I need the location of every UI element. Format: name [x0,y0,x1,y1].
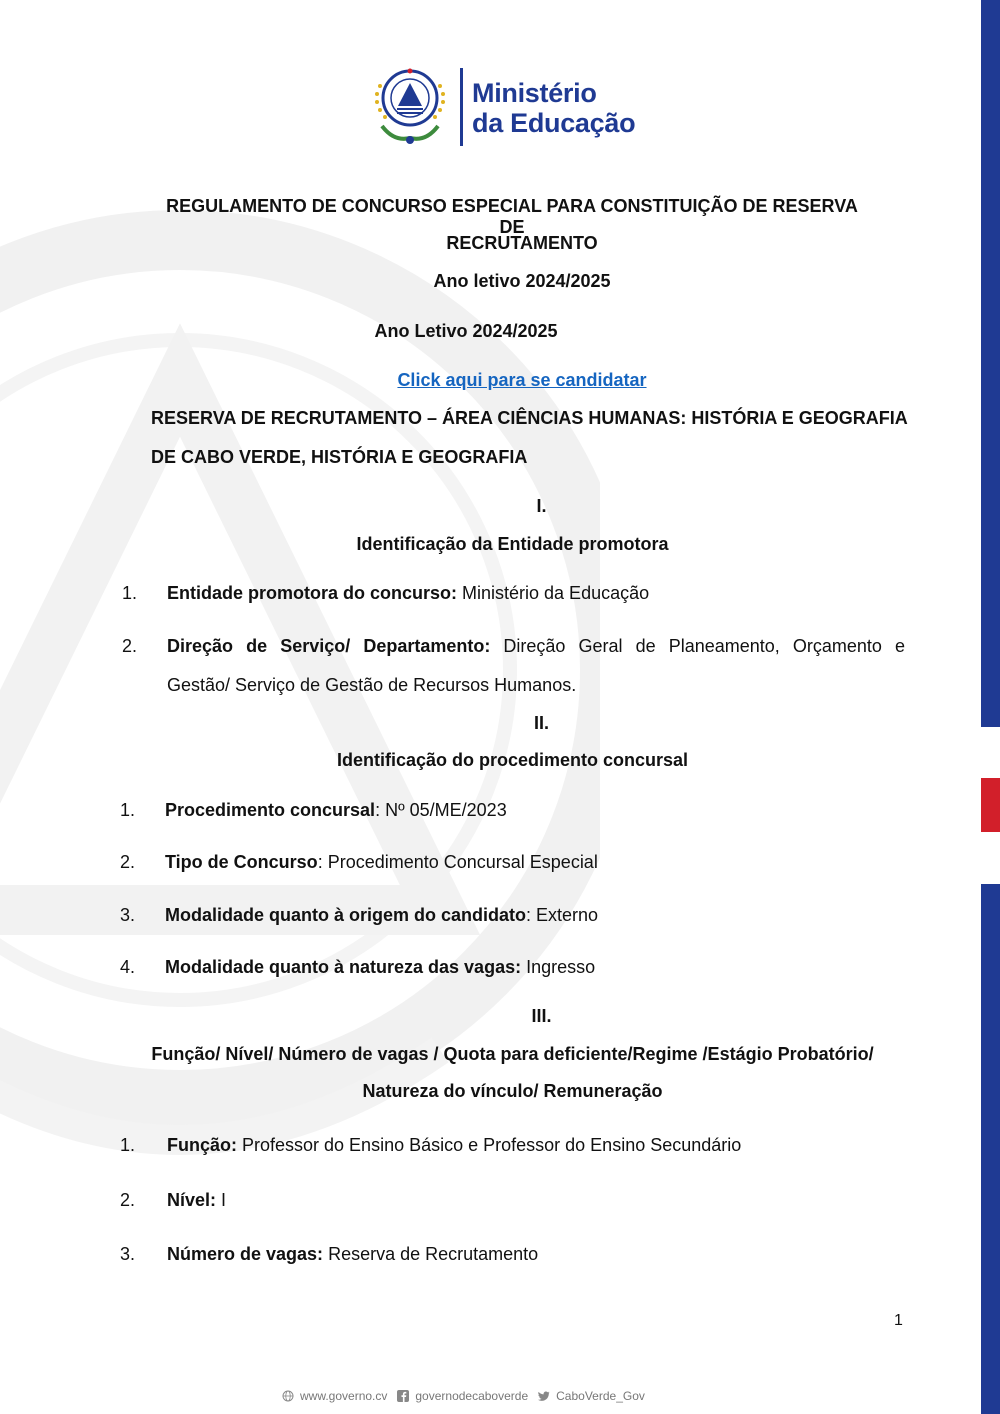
section-1-title: Identificação da Entidade promotora [356,534,669,554]
brand-name-line2: da Educação [472,108,636,138]
item-label: Modalidade quanto à natureza das vagas: [165,957,522,977]
side-bar-red [981,778,1000,832]
item-label: Tipo de Concurso [165,852,318,872]
footer [282,1389,645,1403]
twitter-icon [538,1390,550,1402]
section-3-title-line2: Natureza do vínculo/ Remuneração [362,1081,663,1101]
section-2-numeral: II. [533,713,549,733]
item-value: I [216,1190,227,1210]
facebook-icon [397,1390,409,1402]
item-number: 1. [122,583,138,603]
school-year-repeat: Ano Letivo 2024/2025 [374,321,558,341]
item-value: Direção Geral de Planeamento, Orçamento e [490,636,905,656]
item-label: Nível: [167,1190,217,1210]
side-bar-blue-top [981,0,1000,727]
item-label: Modalidade quanto à origem do candidato [165,905,527,925]
section-3-numeral: III. [531,1006,552,1026]
item-label: Direção de Serviço/ Departamento: [167,636,491,656]
document-title-line1: REGULAMENTO DE CONCURSO ESPECIAL PARA CONSTITUIÇÃO DE RESERVA DE [166,196,858,237]
page-number: 1 [894,1312,903,1329]
section-1-numeral: I. [536,496,547,516]
item-label: Entidade promotora do concurso: [167,583,458,603]
footer-website[interactable]: www.governo.cv [300,1389,388,1403]
document-title-line2: RECRUTAMENTO [446,233,598,253]
footer-facebook[interactable]: governodecaboverde [415,1389,529,1403]
item-label: Número de vagas: [167,1244,324,1264]
item-value: : Externo [526,905,599,925]
brand-separator [460,68,463,146]
item-number: 3. [120,905,136,925]
item-value: Professor do Ensino Básico e Professor do Ensino Secundário [237,1135,742,1155]
item-number: 2. [120,852,136,872]
item-value: : Nº 05/ME/2023 [375,800,507,820]
item-value: Ministério da Educação [457,583,650,603]
item-continuation: Gestão/ Serviço de Gestão de Recursos Humanos. [167,675,577,695]
globe-icon [282,1390,294,1402]
item-number: 2. [122,636,138,656]
item-number: 4. [120,957,136,977]
seal-text [368,64,369,65]
footer-twitter[interactable]: CaboVerde_Gov [556,1389,645,1403]
section-2-title: Identificação do procedimento concursal [336,750,689,770]
item-number: 3. [120,1244,136,1264]
side-bar-blue-bottom [981,884,1000,1414]
brand-name-line1: Ministério [472,78,597,108]
coat-of-arms-icon [368,66,452,150]
header-logo [368,64,668,150]
area-title-line2: DE CABO VERDE, HISTÓRIA E GEOGRAFIA [151,447,528,467]
item-value: Reserva de Recrutamento [323,1244,539,1264]
item-value: Ingresso [521,957,596,977]
area-title-line1: RESERVA DE RECRUTAMENTO – ÁREA CIÊNCIAS HUMANAS: HISTÓRIA E GEOGRAFIA [151,408,908,428]
item-number: 1. [120,800,136,820]
item-value: : Procedimento Concursal Especial [317,852,598,872]
section-3-title-line1: Função/ Nível/ Número de vagas / Quota para deficiente/Regime /Estágio Probatório/ [151,1044,874,1064]
item-number: 1. [120,1135,136,1155]
school-year: Ano letivo 2024/2025 [433,271,611,291]
item-label: Procedimento concursal [165,800,376,820]
apply-link[interactable]: Click aqui para se candidatar [397,370,647,390]
item-label: Função: [167,1135,237,1155]
item-number: 2. [120,1190,136,1210]
